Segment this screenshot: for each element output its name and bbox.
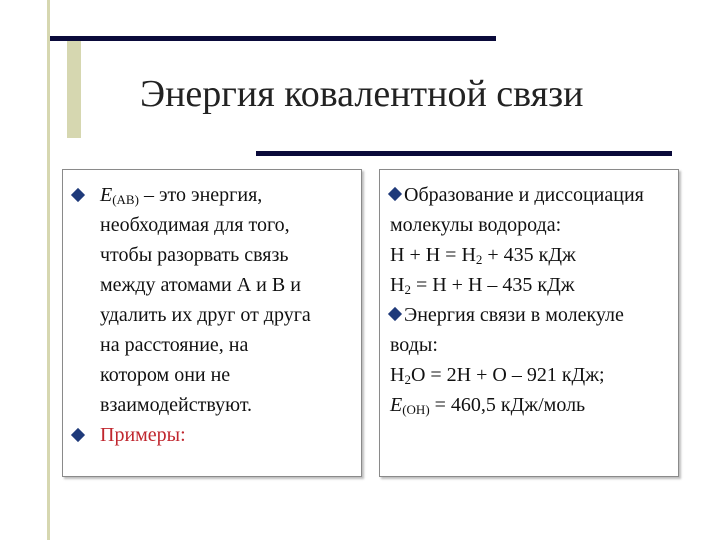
equation-oh-energy: $E_{(OH)} = 460,5$ кДж/моль bbox=[390, 394, 586, 417]
definition-line: чтобы разорвать связь bbox=[100, 244, 289, 266]
definition-line: необходимая для того, bbox=[100, 214, 290, 236]
hydrogen-heading: Образование и диссоциация bbox=[390, 180, 678, 210]
definition-line: между атомами А и В и bbox=[100, 274, 301, 296]
diamond-bullet-icon bbox=[71, 188, 85, 202]
equation-dissociation: $H_2 = H + H - 435$ кДж bbox=[390, 274, 575, 297]
energy-symbol: E bbox=[100, 184, 113, 206]
water-heading-cont: воды: bbox=[390, 334, 438, 356]
top-rule bbox=[50, 36, 496, 41]
left-decor-line bbox=[47, 0, 50, 540]
definition-line: удалить их друг от друга bbox=[100, 304, 311, 326]
diamond-bullet-icon bbox=[71, 428, 85, 442]
equation-formation: $H + H = H_2 + 435$ кДж bbox=[390, 244, 576, 267]
title-underline-rule bbox=[256, 151, 672, 156]
slide-title: Энергия ковалентной связи bbox=[140, 73, 584, 115]
left-text-box bbox=[62, 169, 362, 477]
definition-line: взаимодействуют. bbox=[100, 394, 253, 416]
equation-water: $H_2O = 2H + O - 921$ кДж; bbox=[390, 364, 605, 387]
energy-subscript: (AB) bbox=[112, 192, 139, 207]
definition-item bbox=[73, 180, 361, 420]
hydrogen-heading-cont: молекулы водорода: bbox=[390, 214, 562, 236]
diamond-bullet-icon bbox=[388, 307, 402, 321]
right-text-box bbox=[379, 169, 679, 477]
diamond-bullet-icon bbox=[388, 187, 402, 201]
examples-item bbox=[73, 420, 361, 450]
examples-label: Примеры: bbox=[100, 424, 186, 446]
decor-block bbox=[67, 38, 81, 138]
water-heading: Энергия связи в молекуле bbox=[390, 300, 678, 330]
definition-line: на расстояние, на bbox=[100, 334, 249, 356]
definition-line-1: – это энергия, bbox=[138, 184, 263, 206]
definition-line: котором они не bbox=[100, 364, 231, 386]
